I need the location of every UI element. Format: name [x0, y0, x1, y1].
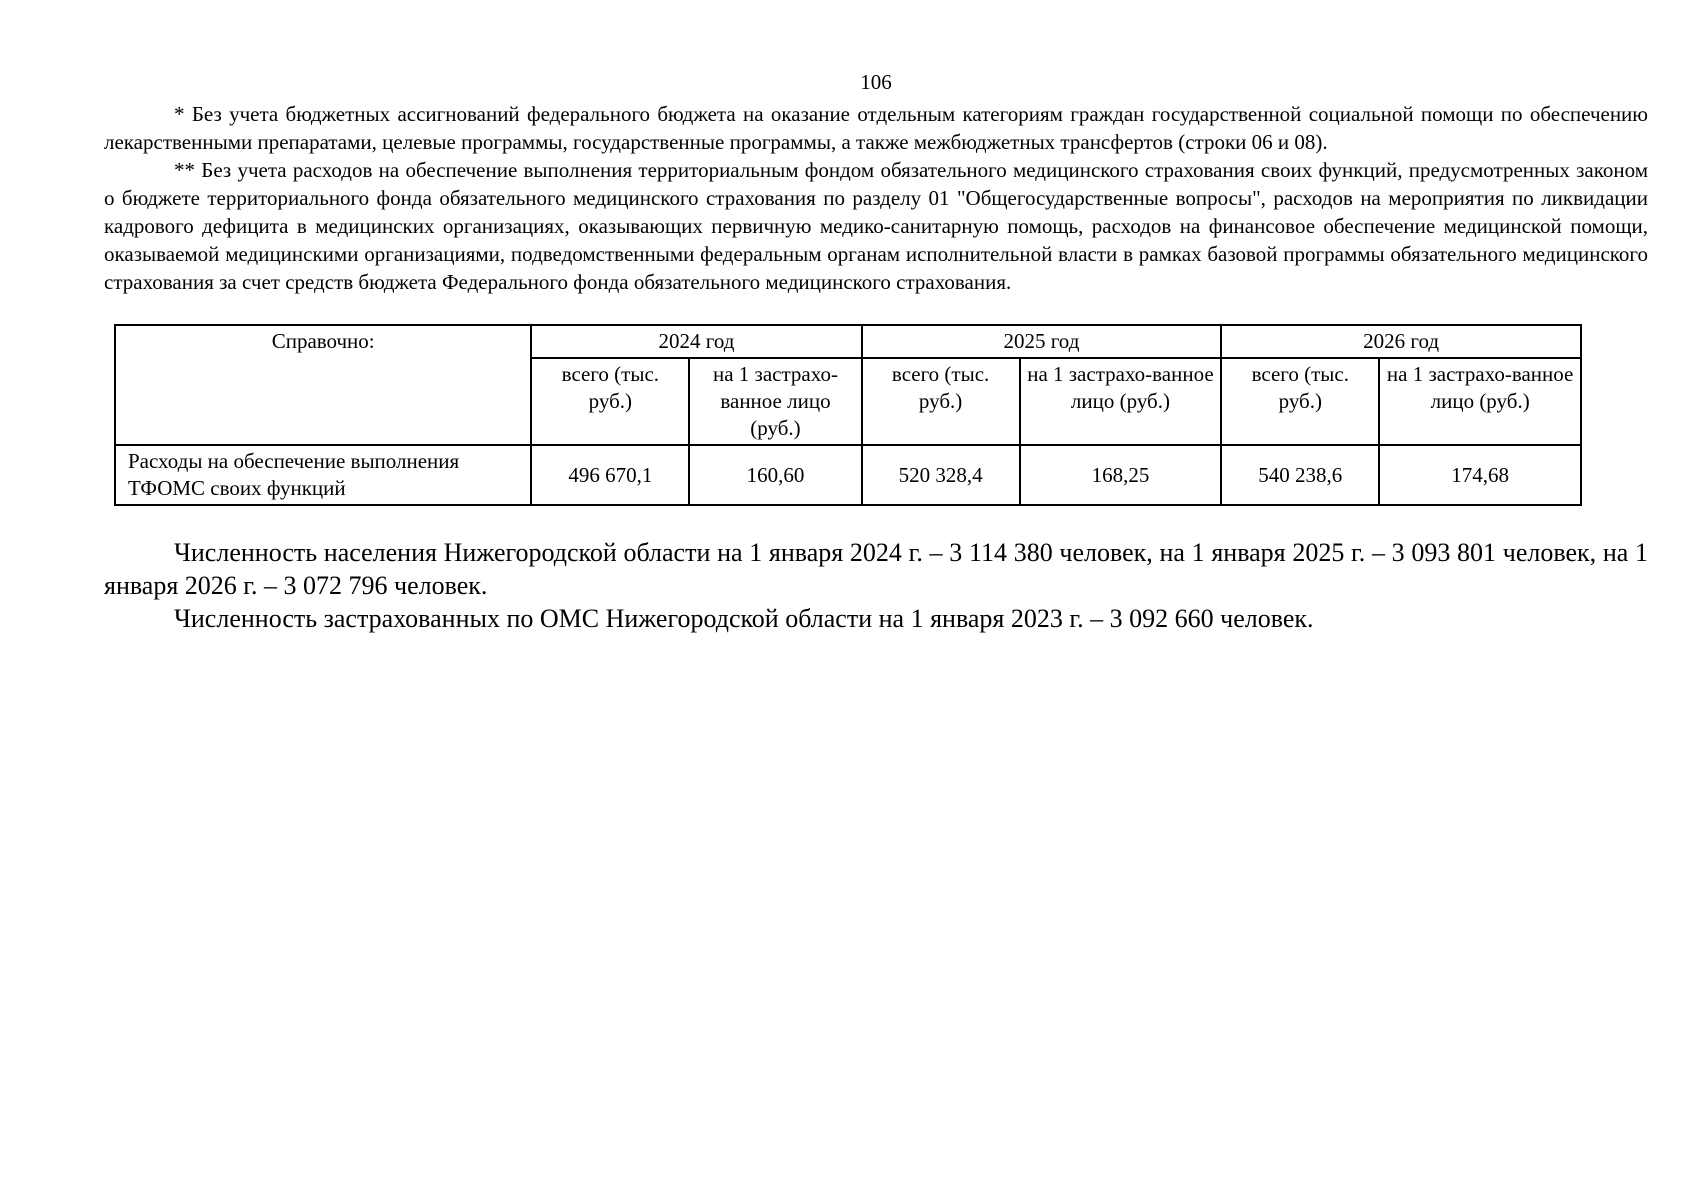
subheader-per-person-2025: на 1 застрахо-ванное лицо (руб.) — [1020, 358, 1222, 445]
cell-total-2025: 520 328,4 — [862, 445, 1020, 505]
table-header-row — [115, 325, 1581, 358]
cell-per-person-2026: 174,68 — [1379, 445, 1581, 505]
table-row — [115, 445, 1581, 505]
reference-table — [114, 324, 1582, 506]
population-paragraph: Численность населения Нижегородской области на 1 января 2024 г. – 3 114 380 человек, на 1 января 2025 г. – 3 093 801 человек, на 1 января 2026 г. – 3 072 796 человек. — [104, 538, 1648, 600]
subheader-total-2025: всего (тыс. руб.) — [862, 358, 1020, 445]
subheader-total-2026: всего (тыс. руб.) — [1221, 358, 1379, 445]
footnote-1: * Без учета бюджетных ассигнований федерального бюджета на оказание отдельным категориям граждан государственной социальной помощи по обеспечению лекарственными препаратами, целевые программы, государственные программы, а также межбюджетных трансфертов (строки 06 и 08). — [104, 102, 1648, 154]
document-page — [104, 68, 1648, 635]
footnote-2: ** Без учета расходов на обеспечение выполнения территориальным фондом обязательного медицинского страхования своих функций, предусмотренных законом о бюджете территориального фонда обязательного медицинского страхования по разделу 01 "Общегосударственные вопросы", расходов на мероприятия по ликвидации кадрового дефицита в медицинских организациях, оказывающих первичную медико-санитарную помощь, расходов на финансовое обеспечение медицинской помощи, оказываемой медицинскими организациями, подведомственными федеральным органам исполнительной власти в рамках базовой программы обязательного медицинского страхования за счет средств бюджета Федерального фонда обязательного медицинского страхования. — [104, 158, 1648, 294]
cell-per-person-2024: 160,60 — [689, 445, 861, 505]
row-label: Расходы на обеспечение выполнения ТФОМС своих функций — [115, 445, 531, 505]
year-header-2024: 2024 год — [531, 325, 861, 358]
subheader-per-person-2026: на 1 застрахо-ванное лицо (руб.) — [1379, 358, 1581, 445]
year-header-2025: 2025 год — [862, 325, 1222, 358]
insured-paragraph: Численность застрахованных по ОМС Нижегородской области на 1 января 2023 г. – 3 092 660 человек. — [174, 604, 1314, 633]
subheader-total-2024: всего (тыс. руб.) — [531, 358, 689, 445]
subheader-per-person-2024: на 1 застрахо-ванное лицо (руб.) — [689, 358, 861, 445]
cell-total-2024: 496 670,1 — [531, 445, 689, 505]
cell-per-person-2025: 168,25 — [1020, 445, 1222, 505]
page-number: 106 — [860, 70, 892, 94]
cell-total-2026: 540 238,6 — [1221, 445, 1379, 505]
year-header-2026: 2026 год — [1221, 325, 1581, 358]
table-corner-label: Справочно: — [115, 325, 531, 445]
